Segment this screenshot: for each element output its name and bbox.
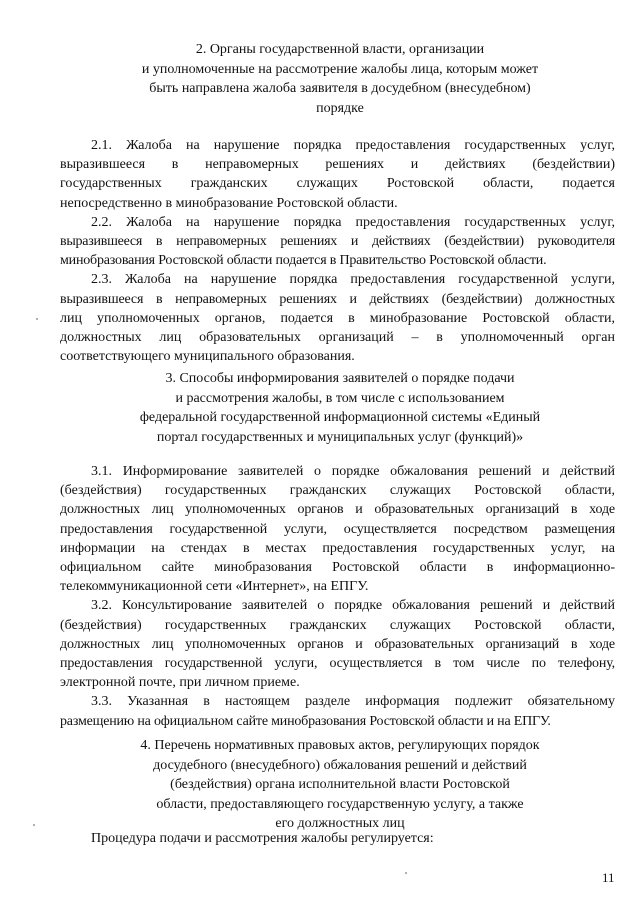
text-line: Процедура подачи и рассмотрения жалобы регулируется: [91,831,434,846]
text-line: электронной почте, при личном приеме. [60,675,300,691]
text-line: телекоммуникационной сети «Интернет», на ЕПГУ. [60,579,369,595]
heading-line: порядке [316,100,364,116]
heading-line: федеральной государственной информационной системы «Единый [139,410,541,425]
section-2-heading [60,40,620,118]
heading-line: 2. Органы государственной власти, организации [195,42,485,57]
text-line: 2.2. Жалоба на нарушение порядка предоставления государственных услуг, [91,214,615,230]
text-line: соответствующего муниципального образования. [60,349,355,365]
paragraph-3-1 [60,462,615,596]
heading-line: досудебного (внесудебного) обжалования решений и действий [153,757,527,773]
heading-line: портал государственных и муниципальных услуг (функций)» [156,429,524,445]
text-line: минобразования Ростовской области подается в Правительство Ростовской области. [60,253,547,269]
text-line: (бездействия) государственных гражданских служащих Ростовской области, [60,617,615,633]
section-3-heading [60,369,620,447]
heading-line: области, предоставляющего государственную услугу, а также [156,796,524,812]
heading-line: 4. Перечень нормативных правовых актов, регулирующих порядок [140,738,540,753]
text-line: выразившееся в неправомерных решениях и действиях (бездействии) руководителя [60,234,615,249]
text-line: должностных лиц образовательных организаций – в уполномоченный орган [60,330,615,345]
text-line: должностных лиц уполномоченных органов и образовательных организаций в ходе [60,636,615,652]
paragraph-procedure [60,829,615,848]
heading-line: его должностных лиц [275,816,405,831]
text-line: 2.1. Жалоба на нарушение порядка предоставления государственных услуг, [91,138,615,153]
text-line: 2.3. Жалоба на нарушение порядка предоставления государственной услуги, [91,272,615,288]
text-line: выразившееся в неправомерных решениях и действиях (бездействии) [60,157,615,173]
text-line: 3.3. Указанная в настоящем разделе информация подлежит обязательному [91,694,615,710]
paragraph-3-2 [60,596,615,692]
text-line: государственных гражданских служащих Ростовской области, подается [60,176,615,192]
text-line: непосредственно в минобразование Ростовской области. [60,195,398,211]
text-line: должностных лиц уполномоченных органов и образовательных организаций в ходе [60,502,615,518]
text-line: предоставления государственной услуги, осуществляется посредством размещения [60,521,615,537]
paragraph-3-3 [60,692,615,730]
text-line: выразившееся в неправомерных решениях и действиях (бездействии) должностных [60,291,615,307]
text-line: (бездействия) государственных гражданских служащих Ростовской области, [60,483,615,499]
text-line: официальном сайте минобразования Ростовской области в информационно- [60,560,615,576]
text-line: 3.1. Информирование заявителей о порядке обжалования решений и действий [91,464,615,479]
heading-line: быть направлена жалоба заявителя в досудебном (внесудебном) [149,81,531,96]
paragraph-2-1 [60,136,615,213]
text-line: информации на стендах в местах предоставления государственных услуг, на [60,540,615,556]
paragraph-2-3 [60,270,615,366]
scan-speck [36,318,38,320]
text-line: размещению на официальном сайте минобразования Ростовской области и на ЕПГУ. [60,713,551,729]
heading-line: (бездействия) органа исполнительной власти Ростовской [170,777,510,792]
text-line: лиц уполномоченных органов, подается в минобразование Ростовской области, [60,310,615,326]
text-line: предоставления государственной услуги, осуществляется в том числе по телефону, [60,656,615,671]
scan-speck [33,824,35,826]
scan-speck [405,872,407,874]
heading-line: 3. Способы информирования заявителей о порядке подачи [165,371,515,386]
section-4-heading [60,736,620,834]
text-line: 3.2. Консультирование заявителей о порядке обжалования решений и действий [91,598,615,614]
page-number: 11 [602,870,615,885]
heading-line: и рассмотрения жалобы, в том числе с использованием [175,390,505,406]
heading-line: и уполномоченные на рассмотрение жалобы лица, которым может [141,61,539,77]
paragraph-2-2 [60,213,615,271]
